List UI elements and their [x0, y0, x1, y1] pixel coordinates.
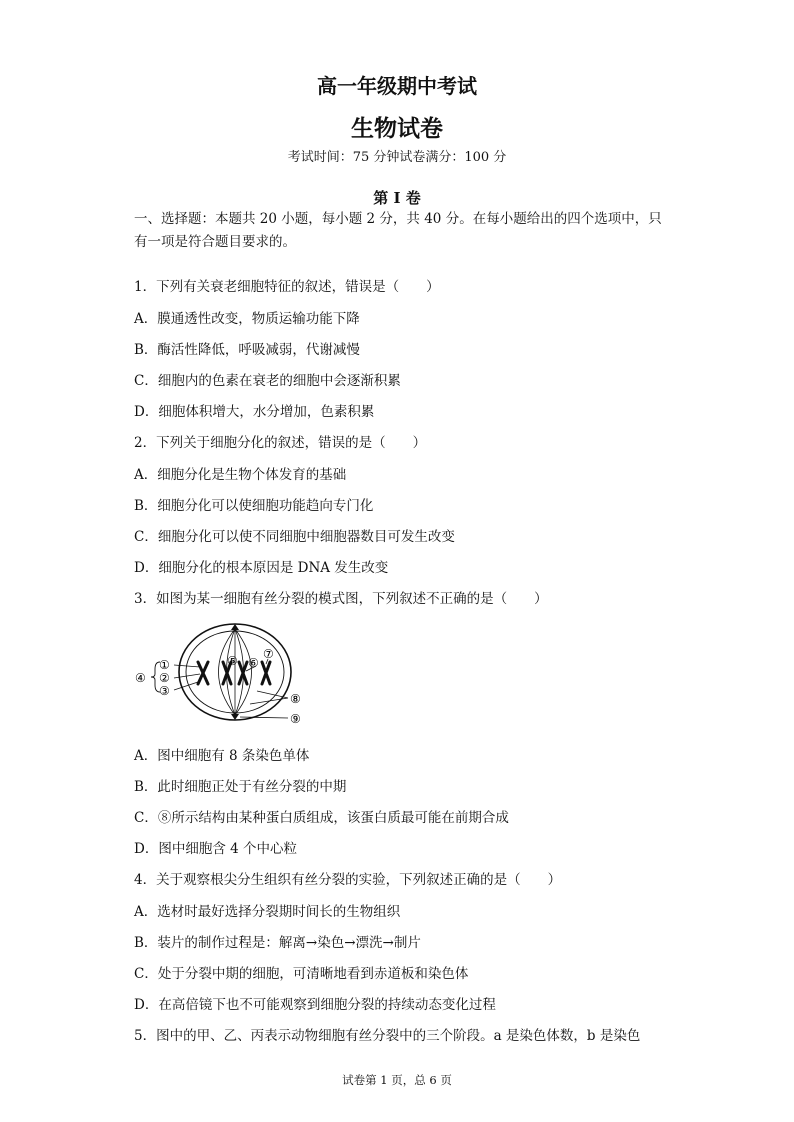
question-1-stem: 1．下列有关衰老细胞特征的叙述，错误是（ ） [134, 279, 440, 295]
question-4-stem: 4．关于观察根尖分生组织有丝分裂的实验，下列叙述正确的是（ ） [134, 872, 562, 888]
question-5-stem: 5．图中的甲、乙、丙表示动物细胞有丝分裂中的三个阶段。a 是染色体数，b 是染色 [134, 1028, 641, 1044]
section-title: 第 I 卷 [373, 189, 421, 207]
figure-label-3: ③ [159, 684, 170, 698]
question-2-option-d: D．细胞分化的根本原因是 DNA 发生改变 [134, 560, 389, 576]
page-footer: 试卷第 1 页，总 6 页 [342, 1073, 452, 1087]
question-3-option-c: C．⑧所示结构由某种蛋白质组成，该蛋白质最可能在前期合成 [134, 810, 509, 826]
question-3-stem: 3．如图为某一细胞有丝分裂的模式图，下列叙述不正确的是（ ） [134, 591, 548, 607]
question-3-option-d: D．图中细胞含 4 个中心粒 [134, 841, 297, 857]
exam-subtitle: 生物试卷 [351, 116, 443, 142]
question-2-option-c: C．细胞分化可以使不同细胞中细胞器数目可发生改变 [134, 529, 455, 545]
question-2-option-b: B．细胞分化可以使细胞功能趋向专门化 [134, 498, 374, 514]
question-4-option-d: D．在高倍镜下也不可能观察到细胞分裂的持续动态变化过程 [134, 997, 496, 1013]
question-4-option-b: B．装片的制作过程是：解离→染色→漂洗→制片 [134, 935, 421, 951]
mitosis-figure [130, 614, 340, 736]
question-4-option-a: A．选材时最好选择分裂期时间长的生物组织 [134, 904, 401, 920]
question-3-option-b: B．此时细胞正处于有丝分裂的中期 [134, 779, 347, 795]
question-1-option-d: D．细胞体积增大，水分增加，色素积累 [134, 404, 375, 420]
exam-meta: 考试时间：75 分钟试卷满分：100 分 [287, 150, 507, 165]
question-2-stem: 2．下列关于细胞分化的叙述，错误的是（ ） [134, 435, 427, 451]
exam-title: 高一年级期中考试 [317, 74, 477, 98]
question-2-option-a: A．细胞分化是生物个体发育的基础 [134, 467, 347, 483]
question-1-option-b: B．酶活性降低，呼吸减弱，代谢减慢 [134, 342, 360, 358]
figure-label-7: ⑦ [263, 647, 274, 661]
chromosome-4 [262, 662, 270, 684]
section-intro: 一、选择题：本题共 20 小题，每小题 2 分，共 40 分。在每小题给出的四个选项中，只有一项是符合题目要求的。 [134, 211, 662, 250]
figure-label-4: ④ [135, 671, 146, 685]
spindle-fibers [219, 629, 252, 715]
figure-label-5: ⑤ [227, 654, 238, 668]
figure-label-1: ① [159, 658, 170, 672]
question-1-option-a: A．膜通透性改变，物质运输功能下降 [134, 311, 360, 327]
figure-label-6: ⑥ [248, 656, 259, 670]
figure-label-8: ⑧ [290, 692, 301, 706]
question-1-option-c: C．细胞内的色素在衰老的细胞中会逐渐积累 [134, 373, 401, 389]
question-4-option-c: C．处于分裂中期的细胞，可清晰地看到赤道板和染色体 [134, 966, 469, 982]
figure-label-2: ② [159, 671, 170, 685]
figure-label-9: ⑨ [290, 712, 301, 726]
chromosome-1 [198, 662, 208, 684]
question-3-option-a: A．图中细胞有 8 条染色单体 [134, 748, 310, 764]
